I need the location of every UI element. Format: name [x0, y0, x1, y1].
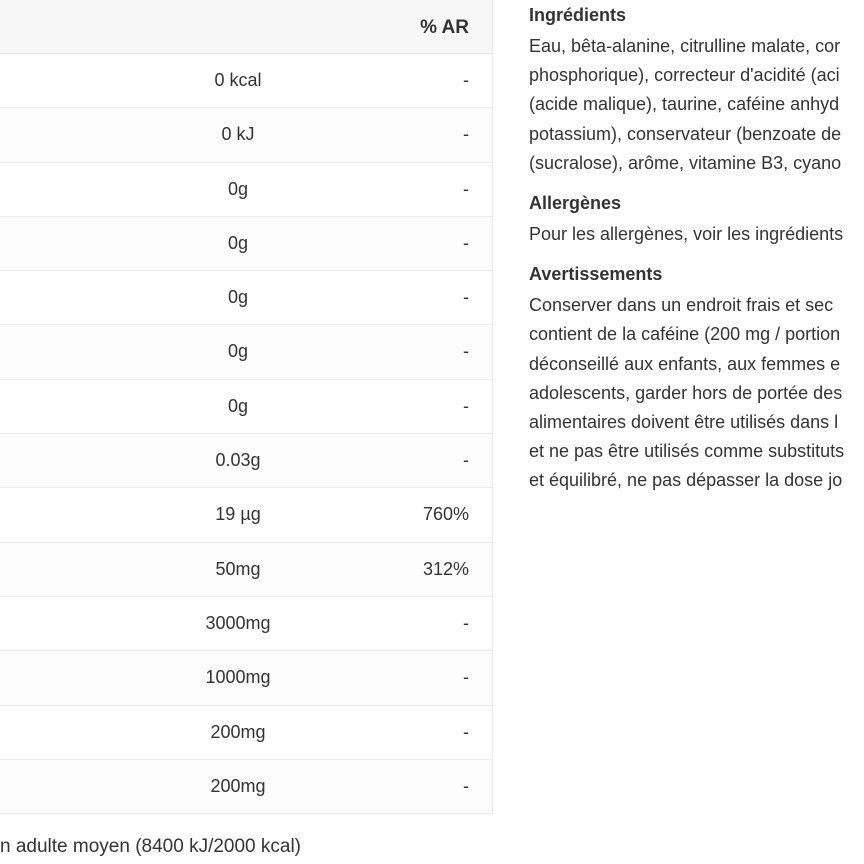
table-row [0, 597, 493, 651]
amount-cell: 200mg [210, 775, 266, 796]
warnings-text [529, 291, 864, 495]
ar-cell: - [463, 287, 469, 308]
table-row [0, 271, 493, 325]
ar-cell: - [463, 178, 469, 199]
table-row [0, 325, 493, 379]
amount-cell: 0g [227, 395, 249, 416]
amount-cell: 0g [227, 287, 249, 308]
text-line: Eau, bêta-alanine, citrulline malate, cor [529, 36, 841, 56]
ingredients-section [529, 4, 864, 178]
ar-cell: - [463, 124, 469, 145]
amount-cell: 200mg [210, 721, 266, 742]
amount-cell: 50mg [215, 558, 261, 579]
text-line: et équilibré, ne pas dépasser la dose jo [529, 470, 843, 491]
ar-cell: - [463, 450, 469, 471]
text-line: Pour les allergènes, voir les ingrédients [529, 224, 844, 245]
amount-cell: 0 kJ [221, 124, 255, 145]
ar-cell: - [463, 395, 469, 416]
text-line: contient de la caféine (200 mg / portion [529, 324, 841, 345]
table-row [0, 163, 493, 217]
text-line: et ne pas être utilisés comme substituts [529, 441, 845, 462]
product-info-panel [529, 4, 864, 496]
text-line: (acide malique), taurine, caféine anhyd [529, 94, 840, 115]
ar-cell: - [463, 232, 469, 253]
table-header [0, 0, 493, 54]
ar-cell: - [463, 667, 469, 688]
table-row [0, 706, 493, 760]
table-row [0, 54, 493, 108]
table-row [0, 651, 493, 705]
text-line: potassium), conservateur (benzoate de [529, 123, 842, 144]
ar-cell: - [463, 721, 469, 742]
amount-cell: 3000mg [205, 612, 271, 633]
table-row [0, 434, 493, 488]
ar-cell: - [463, 612, 469, 633]
ar-cell: 760% [422, 504, 469, 525]
warnings-title: Avertissements [529, 264, 663, 285]
ingredients-title: Ingrédients [529, 5, 627, 25]
ar-cell: - [463, 341, 469, 362]
text-line: Conserver dans un endroit frais et sec [529, 295, 834, 316]
table-row [0, 380, 493, 434]
amount-cell: 0g [227, 232, 249, 253]
table-footnote: n adulte moyen (8400 kJ/2000 kcal) [0, 836, 302, 857]
ingredients-text [529, 32, 864, 178]
amount-cell: 1000mg [205, 667, 271, 688]
ar-column-header: % AR [420, 17, 469, 38]
table-row [0, 217, 493, 271]
allergens-title: Allergènes [529, 193, 622, 214]
table-row [0, 488, 493, 542]
allergens-section [529, 192, 864, 249]
text-line: déconseillé aux enfants, aux femmes e [529, 353, 841, 374]
amount-cell: 19 µg [215, 504, 261, 525]
amount-cell: 0g [227, 178, 249, 199]
ar-cell: 312% [422, 558, 469, 579]
allergens-text [529, 220, 864, 249]
amount-cell: 0 kcal [214, 70, 262, 90]
text-line: alimentaires doivent être utilisés dans l [529, 412, 839, 433]
table-row [0, 543, 493, 597]
table-row [0, 760, 493, 814]
warnings-section [529, 263, 864, 495]
amount-cell: 0.03g [215, 450, 261, 471]
table-row [0, 108, 493, 162]
table-body [0, 54, 493, 814]
text-line: (sucralose), arôme, vitamine B3, cyano [529, 152, 842, 173]
amount-cell: 0g [227, 341, 249, 362]
ar-cell: - [463, 70, 469, 90]
text-line: phosphorique), correcteur d'acidité (aci [529, 65, 840, 86]
ar-cell: - [463, 775, 469, 796]
text-line: adolescents, garder hors de portée des [529, 382, 843, 403]
